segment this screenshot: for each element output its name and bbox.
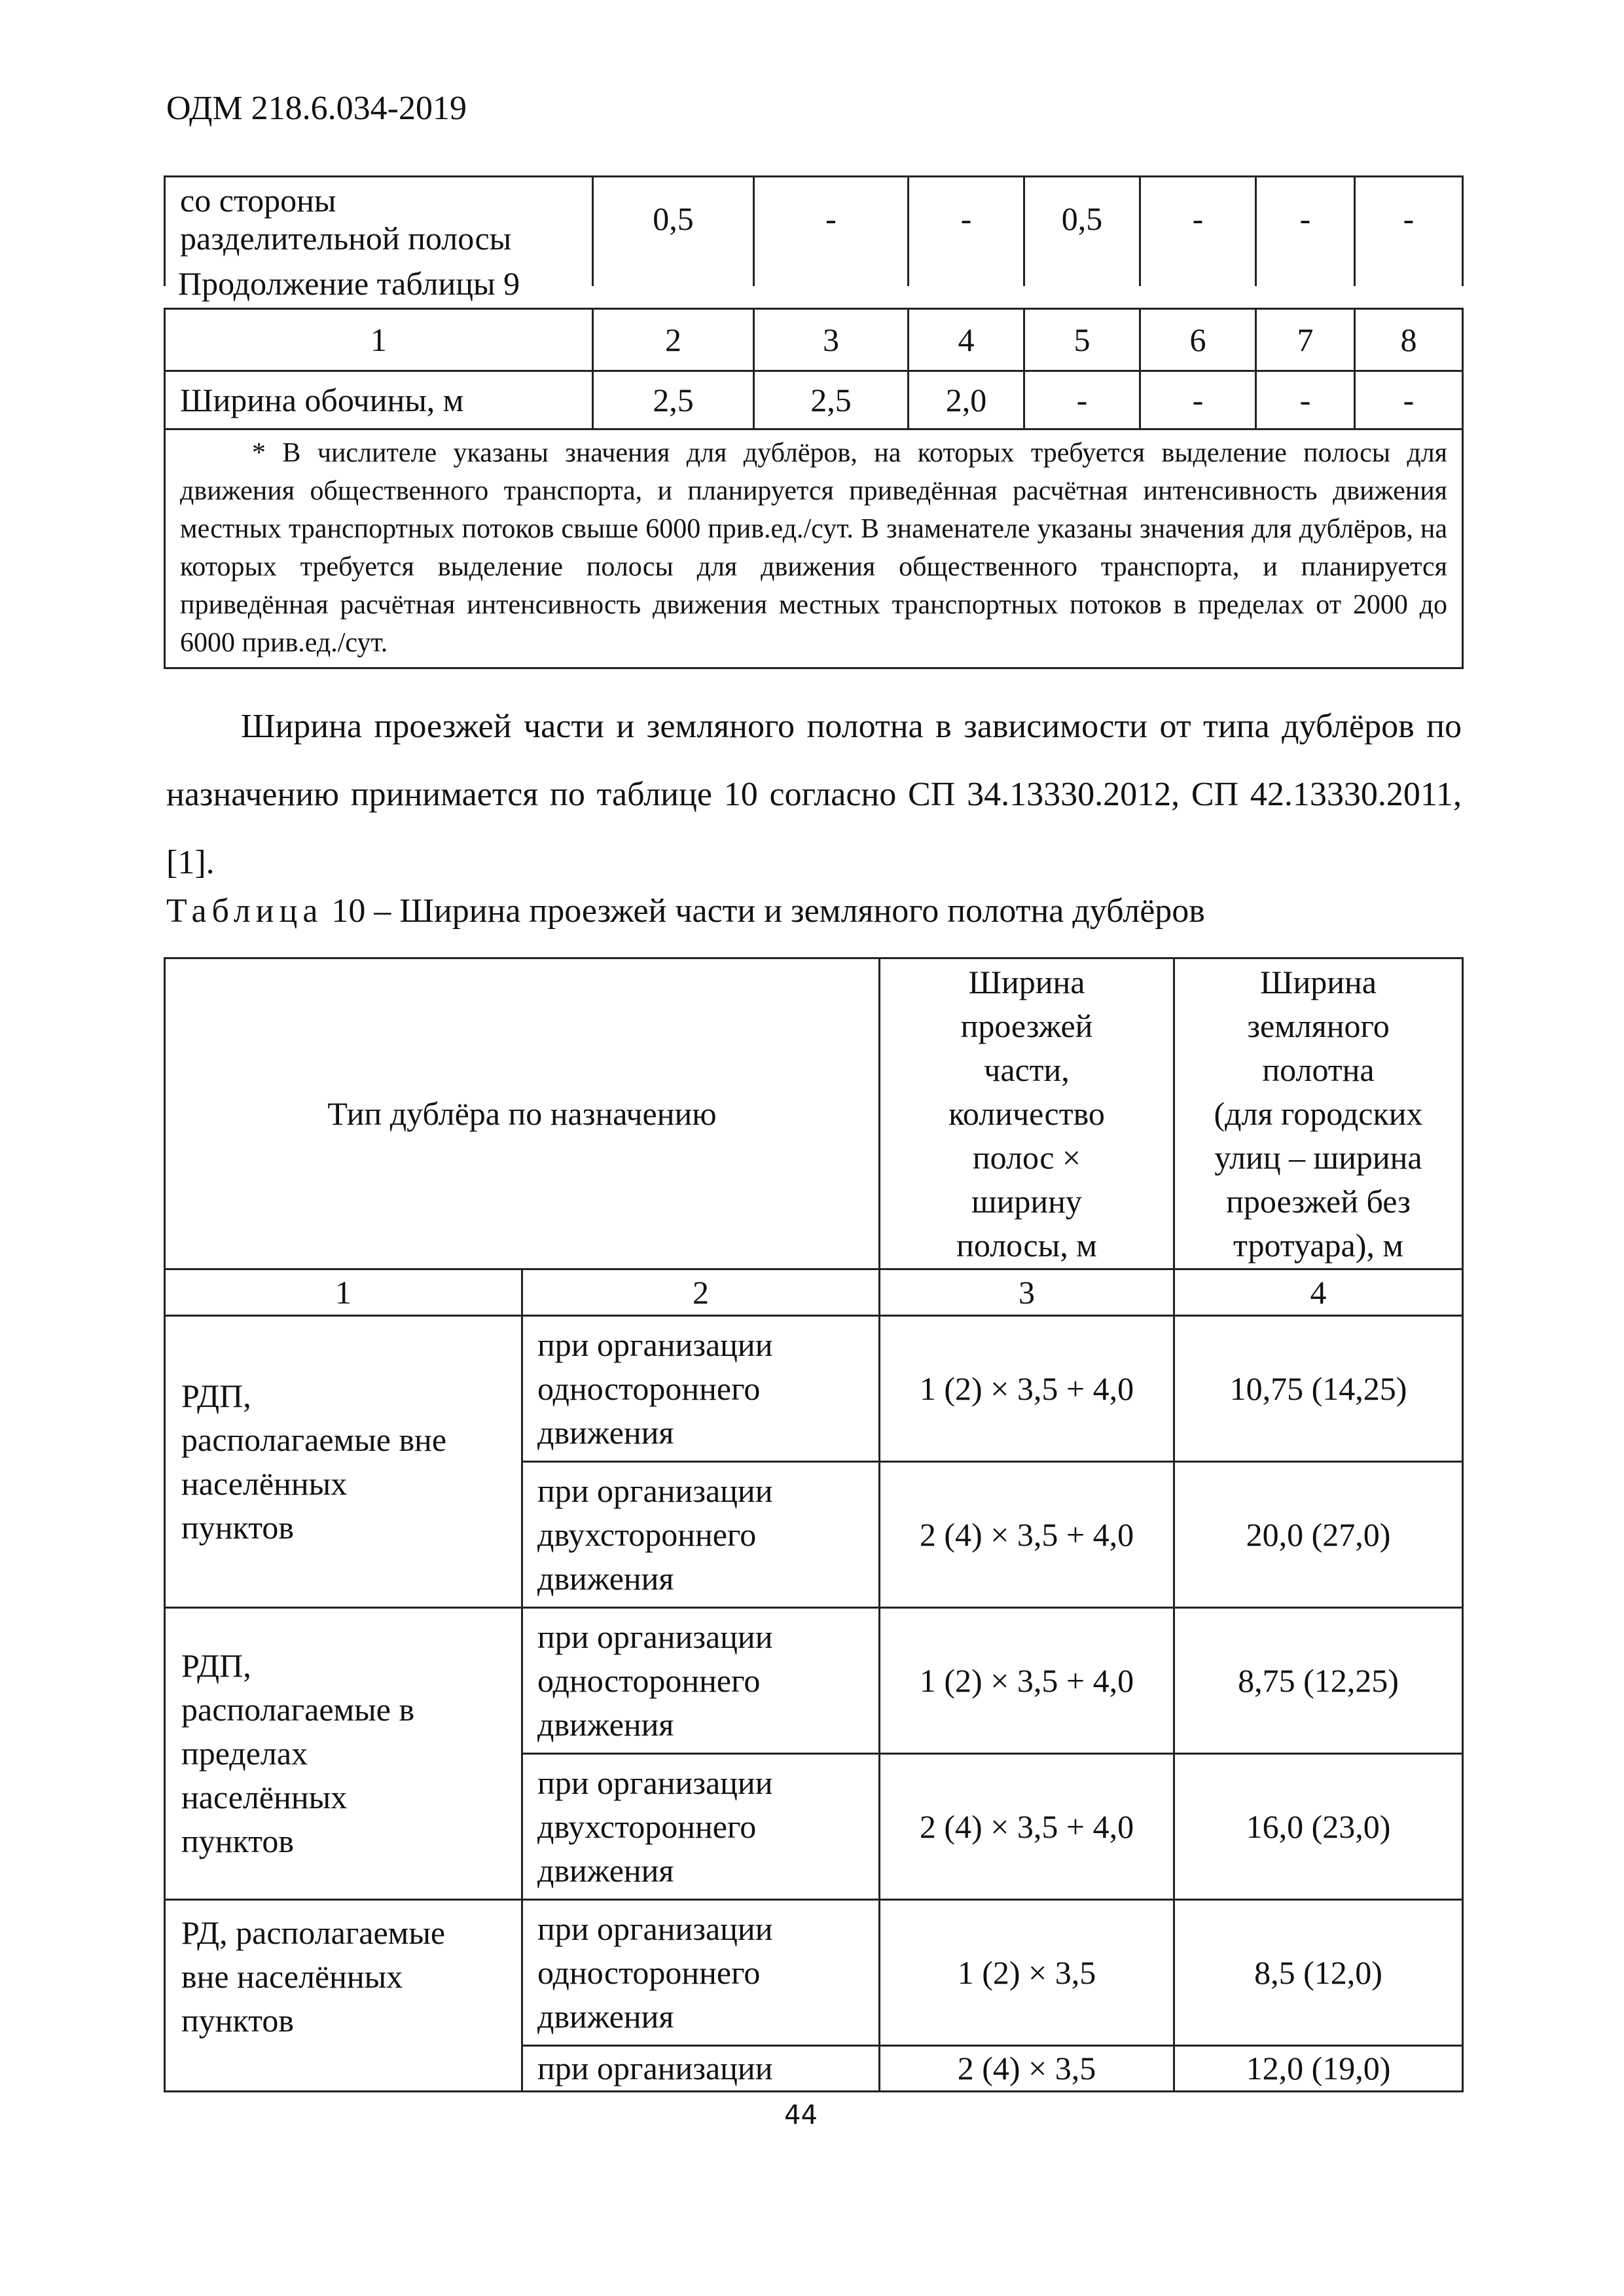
- column-number: 1: [165, 1269, 522, 1316]
- column-number-row: [165, 309, 1463, 371]
- type-cell: [165, 1900, 522, 2092]
- org-line: при организации: [537, 1764, 773, 1801]
- table10: [164, 957, 1464, 2092]
- table-cell: -: [1024, 371, 1140, 429]
- table-cell: -: [754, 177, 909, 287]
- table-cell: -: [1140, 177, 1256, 287]
- document-code: ОДМ 218.6.034-2019: [166, 90, 467, 127]
- column-number: 2: [593, 309, 754, 371]
- org-line: при организации: [537, 1326, 773, 1363]
- org-line: движения: [537, 1705, 674, 1743]
- org-line: двухстороннего: [537, 1808, 757, 1845]
- subgrade-cell: 8,75 (12,25): [1174, 1608, 1463, 1754]
- column-number: 3: [754, 309, 909, 371]
- header-line: Ширина: [1260, 963, 1377, 1000]
- page-number: 44: [784, 2100, 818, 2130]
- header-type: Тип дублёра по назначению: [165, 958, 880, 1269]
- org-line: одностороннего: [537, 1662, 761, 1699]
- column-number: 3: [880, 1269, 1174, 1316]
- column-number: 6: [1140, 309, 1256, 371]
- header-line: Ширина: [968, 963, 1085, 1000]
- org-line: одностороннего: [537, 1954, 761, 1991]
- type-line: РДП,: [181, 1647, 251, 1684]
- body-paragraph: Ширина проезжей части и земляного полотна в зависимости от типа дублёров по назначению принимается по таблице 10 согласно СП 34.13330.2012, СП 42.13330.2011, [1].: [166, 708, 1462, 881]
- type-line: пунктов: [181, 1823, 294, 1859]
- type-line: пределах: [181, 1735, 308, 1772]
- header-row: [165, 958, 1463, 1269]
- column-number: 5: [1024, 309, 1140, 371]
- header-subgrade: [1174, 958, 1463, 1269]
- row-label: Ширина обочины, м: [165, 371, 593, 429]
- type-line: располагаемые в: [181, 1691, 415, 1728]
- carriageway-cell: 1 (2) × 3,5 + 4,0: [880, 1316, 1174, 1462]
- table-cell: -: [1256, 177, 1355, 287]
- header-line: (для городских: [1214, 1095, 1423, 1132]
- column-number-row: [165, 1269, 1463, 1316]
- org-line: при организации: [537, 1472, 773, 1509]
- column-number: 1: [165, 309, 593, 371]
- row-label-line: со стороны: [180, 182, 336, 219]
- column-number: 4: [909, 309, 1024, 371]
- organization-cell: [522, 1316, 880, 1462]
- table-cell: 2,0: [909, 371, 1024, 429]
- header-line: улиц – ширина: [1214, 1139, 1422, 1176]
- header-line: части,: [984, 1051, 1070, 1088]
- header-line: проезжей: [960, 1007, 1093, 1044]
- table9-continuation: [164, 308, 1464, 669]
- organization-cell: [522, 1608, 880, 1754]
- table-row: [165, 1316, 1463, 1462]
- header-line: ширину: [971, 1182, 1082, 1220]
- header-line: полос ×: [972, 1139, 1081, 1176]
- table-cell: 2,5: [593, 371, 754, 429]
- shoulder-width-row: [165, 371, 1463, 429]
- org-line: двухстороннего: [537, 1516, 757, 1553]
- type-line: пунктов: [181, 2002, 294, 2039]
- org-line: движения: [537, 1851, 674, 1889]
- type-line: РД, располагаемые: [181, 1914, 446, 1951]
- type-line: располагаемые вне: [181, 1421, 447, 1458]
- header-line: тротуара), м: [1233, 1226, 1403, 1264]
- table-cell: 0,5: [593, 177, 754, 287]
- header-line: полосы, м: [956, 1226, 1097, 1264]
- header-line: количество: [948, 1095, 1105, 1132]
- subgrade-cell: 20,0 (27,0): [1174, 1462, 1463, 1608]
- table10-caption: [166, 892, 1205, 930]
- caption-label: Таблица: [166, 892, 323, 930]
- table-footnote: [165, 429, 1463, 668]
- carriageway-cell: 1 (2) × 3,5: [880, 1900, 1174, 2046]
- footnote-row: [165, 429, 1463, 668]
- type-cell: [165, 1316, 522, 1608]
- table-cell: -: [1355, 371, 1463, 429]
- subgrade-cell: 8,5 (12,0): [1174, 1900, 1463, 2046]
- org-line: движения: [537, 1559, 674, 1597]
- header-line: проезжей без: [1226, 1182, 1411, 1220]
- column-number: 7: [1256, 309, 1355, 371]
- table-cell: -: [1256, 371, 1355, 429]
- row-label-line: разделительной полосы: [180, 220, 512, 257]
- subgrade-cell: 10,75 (14,25): [1174, 1316, 1463, 1462]
- type-line: населённых: [181, 1465, 348, 1502]
- type-line: населённых: [181, 1779, 348, 1815]
- table-row: [165, 1900, 1463, 2046]
- header-line: земляного: [1247, 1007, 1390, 1044]
- table-cell: -: [1140, 371, 1256, 429]
- carriageway-cell: 2 (4) × 3,5: [880, 2046, 1174, 2092]
- subgrade-cell: 12,0 (19,0): [1174, 2046, 1463, 2092]
- carriageway-cell: 1 (2) × 3,5 + 4,0: [880, 1608, 1174, 1754]
- organization-cell: [522, 1900, 880, 2046]
- org-line: движения: [537, 1997, 674, 2035]
- type-cell: [165, 1608, 522, 1900]
- table-cell: 0,5: [1024, 177, 1140, 287]
- subgrade-cell: 16,0 (23,0): [1174, 1754, 1463, 1900]
- table-cell: -: [1355, 177, 1463, 287]
- org-line: при организации: [537, 1910, 773, 1947]
- type-line: вне населённых: [181, 1958, 403, 1995]
- header-carriageway: [880, 958, 1174, 1269]
- footnote-text: * В числителе указаны значения для дублёров, на которых требуется выделение полосы для движения общественного транспорта, и планируется приведённая расчётная интенсивность движения местных транспортных потоков свыше 6000 прив.ед./сут. В знаменателе указаны значения для дублёров, на которых требуется выделение полосы для движения общественного транспорта, и планируется приведённая расчётная интенсивность движения местных транспортных потоков в пределах от 2000 до 6000 прив.ед./сут.: [180, 438, 1447, 658]
- carriageway-cell: 2 (4) × 3,5 + 4,0: [880, 1754, 1174, 1900]
- org-line: движения: [537, 1413, 674, 1451]
- caption-text: 10 – Ширина проезжей части и земляного полотна дублёров: [323, 892, 1205, 930]
- table-row: [165, 1608, 1463, 1754]
- carriageway-cell: 2 (4) × 3,5 + 4,0: [880, 1462, 1174, 1608]
- table-cell: 2,5: [754, 371, 909, 429]
- column-number: 8: [1355, 309, 1463, 371]
- organization-cell: при организации: [522, 2046, 880, 2092]
- org-line: при организации: [537, 1618, 773, 1655]
- column-number: 4: [1174, 1269, 1463, 1316]
- organization-cell: [522, 1754, 880, 1900]
- type-line: пунктов: [181, 1508, 294, 1546]
- table-cell: -: [909, 177, 1024, 287]
- table9-continuation-caption: Продолжение таблицы 9: [178, 265, 520, 302]
- column-number: 2: [522, 1269, 880, 1316]
- type-line: РДП,: [181, 1377, 251, 1414]
- organization-cell: [522, 1462, 880, 1608]
- header-line: полотна: [1262, 1051, 1375, 1088]
- org-line: одностороннего: [537, 1370, 761, 1407]
